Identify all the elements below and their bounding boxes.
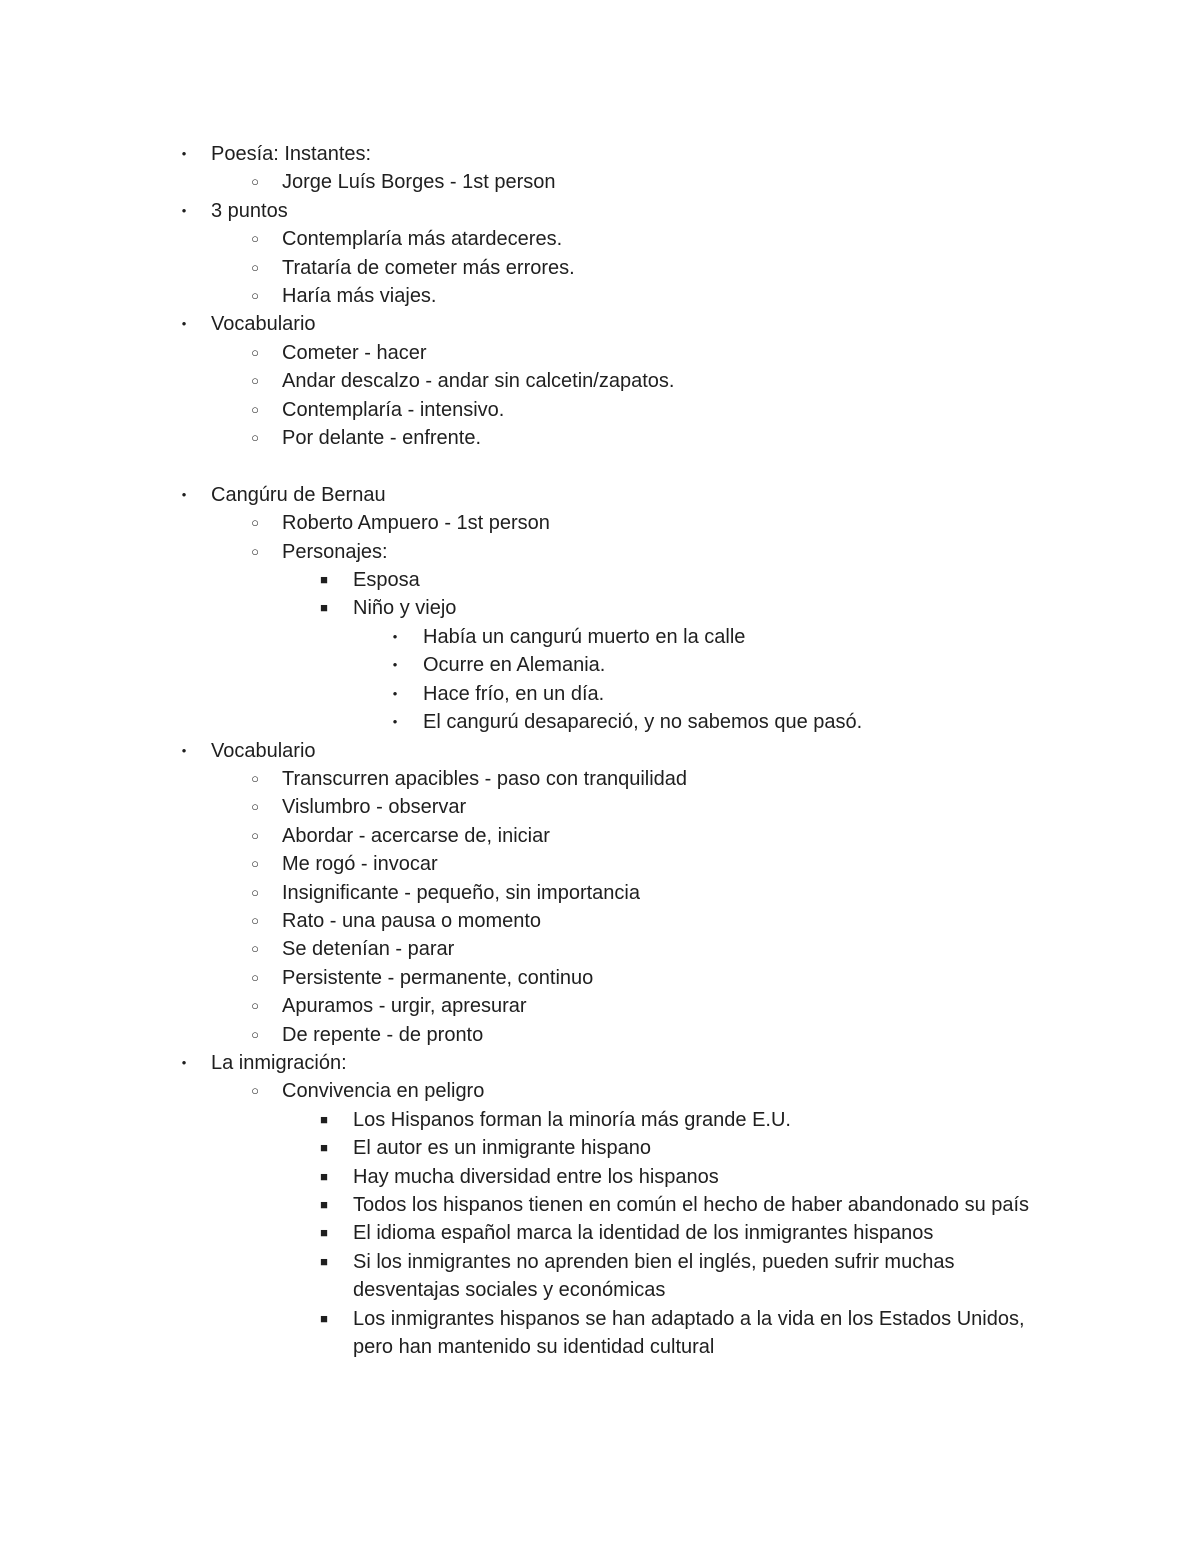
bullet-circle-icon: ○ [251, 231, 259, 247]
list-item [0, 1305, 1200, 1362]
bullet-disc-icon: • [392, 628, 398, 644]
bullet-circle-icon: ○ [251, 912, 259, 928]
list-item-text: Roberto Ampuero - 1st person [282, 512, 550, 535]
bullet-disc-icon: • [181, 202, 187, 218]
list-item-text: Contemplaría más atardeceres. [282, 228, 563, 251]
list-item [0, 879, 1200, 907]
list-item-text: Haría más viajes. [282, 285, 437, 308]
list-item-text: Había un cangurú muerto en la calle [423, 625, 746, 648]
bullet-circle-icon: ○ [251, 884, 259, 900]
list-item-text: Personajes: [282, 540, 388, 563]
list-item [0, 1049, 1200, 1077]
bullet-circle-icon: ○ [251, 827, 259, 843]
list-item-text: Persistente - permanente, continuo [282, 966, 594, 989]
bullet-disc-icon: • [181, 486, 187, 502]
list-item [0, 1163, 1200, 1191]
list-item [0, 538, 1200, 566]
list-item [0, 1248, 1200, 1305]
list-item-text: 3 puntos [211, 199, 288, 222]
list-item [0, 935, 1200, 963]
list-item-text: Transcurren apacibles - paso con tranquilidad [282, 767, 688, 790]
list-item-text: Contemplaría - intensivo. [282, 398, 505, 421]
list-item [0, 168, 1200, 196]
list-item-text: Cometer - hacer [282, 341, 427, 364]
bullet-circle-icon: ○ [251, 174, 259, 190]
bullet-square-icon: ■ [320, 1225, 328, 1241]
list-item-text: Niño y viejo [353, 597, 457, 620]
bullet-square-icon: ■ [320, 1168, 328, 1184]
bullet-circle-icon: ○ [251, 543, 259, 559]
list-item [0, 907, 1200, 935]
list-item-text: De repente - de pronto [282, 1023, 484, 1046]
bullet-disc-icon: • [181, 146, 187, 161]
bullet-circle-icon: ○ [251, 941, 259, 957]
list-item [0, 850, 1200, 878]
bullet-circle-icon: ○ [251, 373, 259, 389]
bullet-circle-icon: ○ [251, 259, 259, 275]
list-item [0, 623, 1200, 651]
list-item [0, 197, 1200, 225]
bullet-circle-icon: ○ [251, 770, 259, 786]
list-item [0, 509, 1200, 537]
list-item-text: Poesía: Instantes: [211, 143, 372, 165]
list-item [0, 1106, 1200, 1134]
bullet-circle-icon: ○ [251, 856, 259, 872]
blank-line [0, 452, 1200, 480]
bullet-disc-icon: • [392, 685, 398, 701]
bullet-circle-icon: ○ [251, 430, 259, 446]
bullet-circle-icon: ○ [251, 515, 259, 531]
list-item-text: El autor es un inmigrante hispano [353, 1137, 651, 1160]
list-item-text: Hace frío, en un día. [423, 682, 605, 705]
list-item-text: Esposa [353, 569, 420, 592]
list-item-text: Insignificante - pequeño, sin importancia [282, 881, 640, 904]
list-item-text: Andar descalzo - andar sin calcetin/zapatos. [282, 370, 675, 393]
list-item [0, 1021, 1200, 1049]
list-item [0, 594, 1200, 622]
list-item-text: Si los inmigrantes no aprenden bien el inglés, pueden sufrir muchas desventajas sociales y económicas [353, 1250, 955, 1302]
list-item [0, 765, 1200, 793]
list-item-text: Convivencia en peligro [282, 1080, 485, 1103]
list-item-text: El cangurú desapareció, y no sabemos que pasó. [423, 711, 863, 734]
list-item [0, 339, 1200, 367]
bullet-circle-icon: ○ [251, 288, 259, 304]
list-item-text: Me rogó - invocar [282, 853, 438, 876]
list-item-text: Cangúru de Bernau [211, 483, 386, 506]
bullet-disc-icon: • [181, 1054, 187, 1070]
list-item [0, 396, 1200, 424]
list-item-text: Se detenían - parar [282, 938, 455, 961]
bullet-circle-icon: ○ [251, 1083, 259, 1099]
list-item-text: Vislumbro - observar [282, 796, 467, 819]
bullet-disc-icon: • [392, 657, 398, 673]
bullet-circle-icon: ○ [251, 998, 259, 1014]
list-item [0, 1077, 1200, 1105]
notes-list [0, 140, 1200, 1361]
list-item [0, 481, 1200, 509]
list-item [0, 367, 1200, 395]
bullet-circle-icon: ○ [251, 1026, 259, 1042]
bullet-circle-icon: ○ [251, 401, 259, 417]
list-item [0, 992, 1200, 1020]
list-item [0, 1219, 1200, 1247]
list-item [0, 680, 1200, 708]
list-item-text: Rato - una pausa o momento [282, 909, 542, 932]
bullet-square-icon: ■ [320, 572, 328, 588]
bullet-circle-icon: ○ [251, 344, 259, 360]
list-item [0, 282, 1200, 310]
bullet-circle-icon: ○ [251, 799, 259, 815]
list-item [0, 225, 1200, 253]
list-item-text: Por delante - enfrente. [282, 427, 482, 450]
list-item-text: Apuramos - urgir, apresurar [282, 995, 527, 1018]
list-item-text: Ocurre en Alemania. [423, 654, 606, 677]
bullet-square-icon: ■ [320, 600, 328, 616]
list-item-text: Jorge Luís Borges - 1st person [282, 171, 556, 194]
list-item-text: Trataría de cometer más errores. [282, 256, 575, 279]
bullet-square-icon: ■ [320, 1140, 328, 1156]
list-item-text: La inmigración: [211, 1051, 347, 1074]
list-item-text: Hay mucha diversidad entre los hispanos [353, 1165, 719, 1188]
bullet-disc-icon: • [181, 316, 187, 332]
list-item [0, 424, 1200, 452]
list-item [0, 566, 1200, 594]
list-item-text: Todos los hispanos tienen en común el hecho de haber abandonado su país [353, 1194, 1030, 1217]
list-item [0, 964, 1200, 992]
bullet-circle-icon: ○ [251, 969, 259, 985]
list-item-text: Los inmigrantes hispanos se han adaptado a la vida en los Estados Unidos, pero han mantenido su identidad cultural [353, 1307, 1025, 1359]
list-item [0, 1134, 1200, 1162]
list-item [0, 1191, 1200, 1219]
list-item [0, 708, 1200, 736]
bullet-square-icon: ■ [320, 1253, 328, 1269]
list-item [0, 822, 1200, 850]
list-item [0, 737, 1200, 765]
list-item-text: El idioma español marca la identidad de los inmigrantes hispanos [353, 1222, 934, 1245]
list-item [0, 310, 1200, 338]
list-item [0, 254, 1200, 282]
bullet-square-icon: ■ [320, 1111, 328, 1127]
list-item-text: Los Hispanos forman la minoría más grande E.U. [353, 1108, 791, 1131]
list-item [0, 793, 1200, 821]
list-item-text: Vocabulario [211, 313, 316, 336]
bullet-square-icon: ■ [320, 1197, 328, 1213]
list-item-text: Vocabulario [211, 739, 316, 762]
list-item-text: Abordar - acercarse de, iniciar [282, 824, 550, 847]
bullet-square-icon: ■ [320, 1310, 328, 1326]
list-item [0, 651, 1200, 679]
bullet-disc-icon: • [181, 742, 187, 758]
bullet-disc-icon: • [392, 714, 398, 730]
list-item [0, 140, 1200, 168]
